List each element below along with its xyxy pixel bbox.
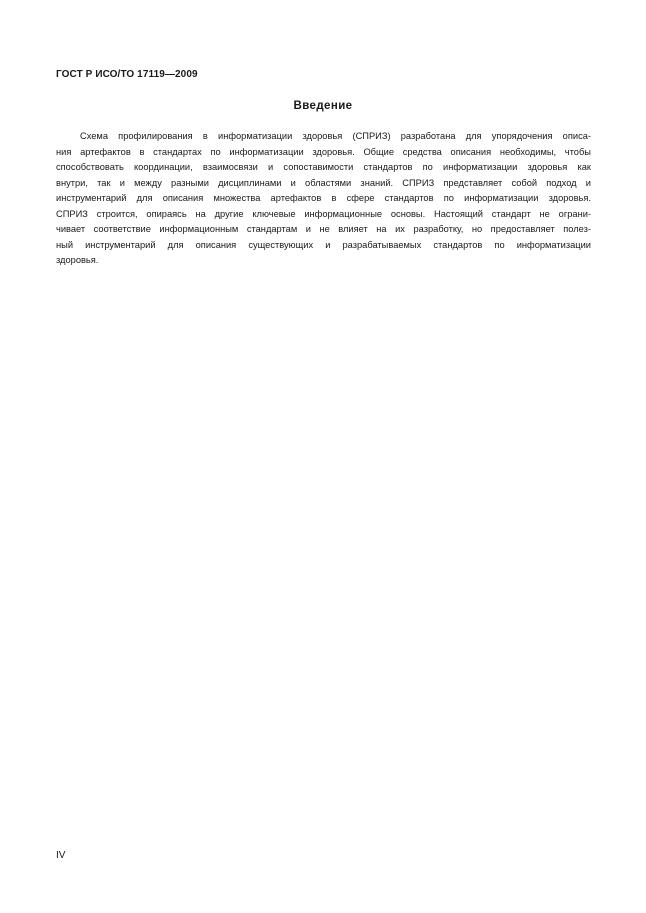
paragraph-line: СПРИЗ строится, опираясь на другие ключевые информационные основы. Настоящий стандарт не ограни-	[56, 208, 591, 219]
paragraph-line: ния артефактов в стандартах по информатизации здоровья. Общие средства описания необходимы, чтобы	[56, 146, 591, 157]
page-number: IV	[56, 850, 66, 861]
introduction-paragraph	[56, 129, 591, 269]
paragraph-line: инструментарий для описания множества артефактов в сфере стандартов по информатизации здоровья.	[56, 193, 591, 203]
paragraph-line: способствовать координации, взаимосвязи и сопоставимости стандартов по информатизации здоровья как	[56, 162, 591, 172]
paragraph-line: внутри, так и между разными дисциплинами и областями знаний. СПРИЗ представляет собой подход и	[56, 177, 591, 188]
paragraph-line: здоровья.	[56, 255, 99, 265]
paragraph-line: Схема профилирования в информатизации здоровья (СПРИЗ) разработана для упорядочения описа-	[80, 131, 591, 141]
section-title: Введение	[293, 100, 353, 112]
paragraph-line: ный инструментарий для описания существующих и разрабатываемых стандартов по информатизации	[56, 239, 591, 250]
document-code: ГОСТ Р ИСО/ТО 17119—2009	[56, 69, 198, 80]
paragraph-line: чивает соответствие информационным стандартам и не влияет на их разработку, но предоставляет полез-	[56, 224, 591, 234]
